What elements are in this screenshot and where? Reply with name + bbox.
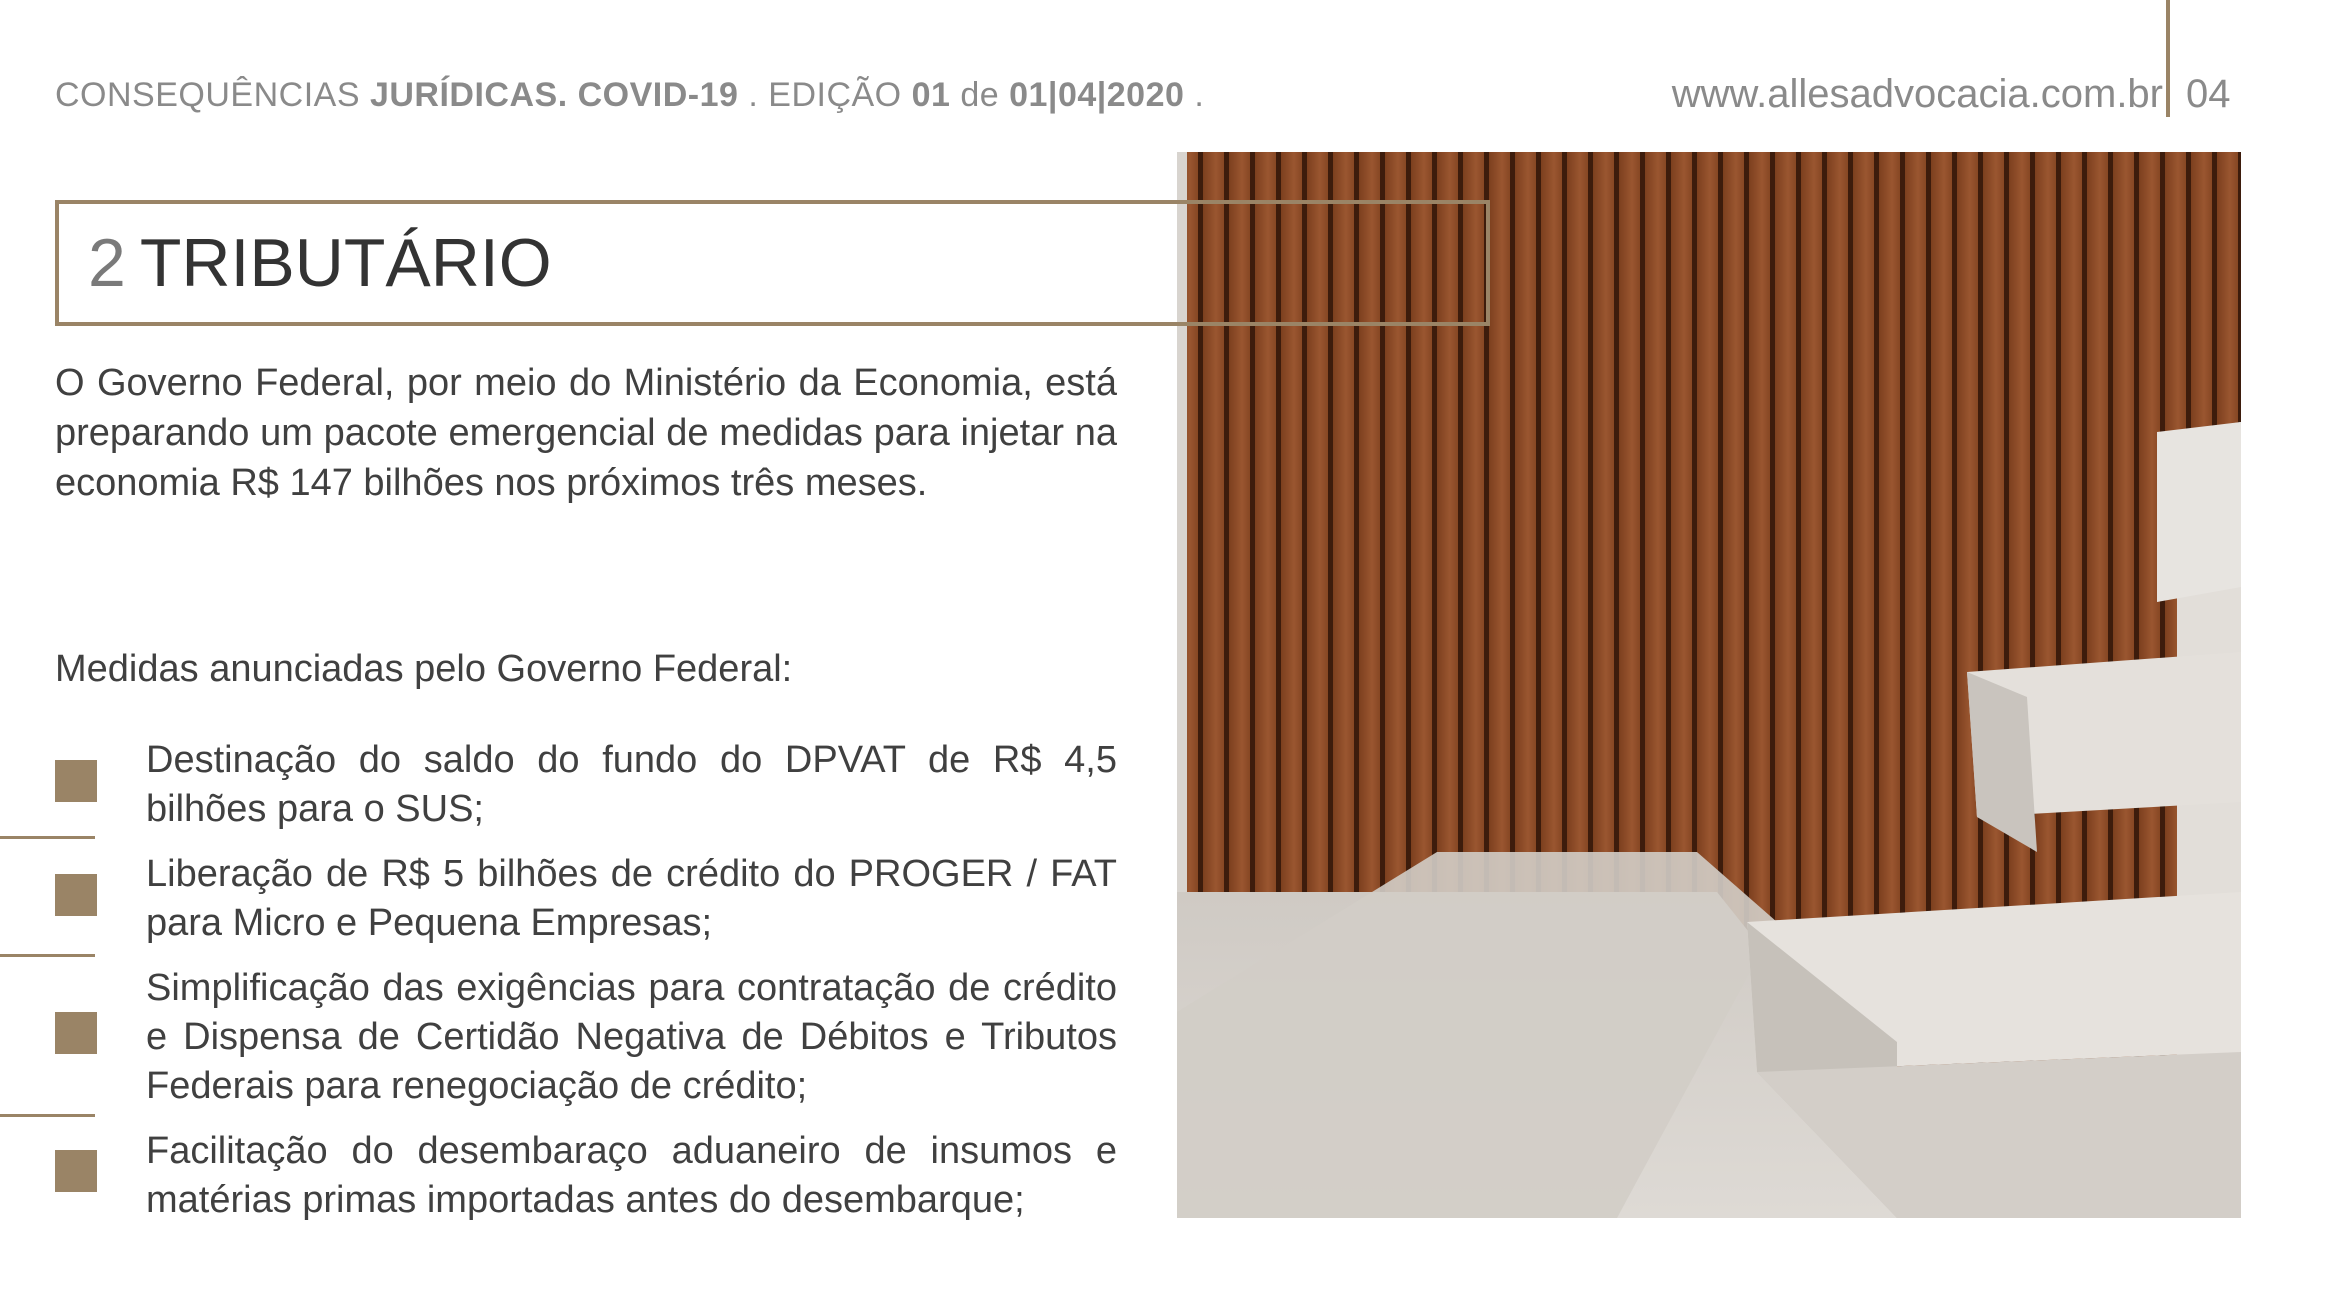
- intro-paragraph: O Governo Federal, por meio do Ministério da Economia, está preparando um pacote emergencial de medidas para injetar na economia R$ 147 bilhões nos próximos três meses.: [55, 362, 1117, 504]
- divider-line: [0, 1114, 95, 1117]
- header-text-3: . EDIÇÃO: [738, 76, 912, 114]
- header-date: 01|04|2020: [1009, 76, 1185, 114]
- bullet-square-icon: [55, 874, 97, 916]
- header-text-7: .: [1184, 76, 1205, 114]
- page-number: 04: [2186, 72, 2231, 116]
- measure-item-4: Facilitação do desembaraço aduaneiro de insumos e matérias primas importadas antes do desembarque;: [146, 1130, 1117, 1221]
- header-edition-number: 01: [911, 76, 951, 114]
- section-title: [88, 224, 552, 302]
- website-url[interactable]: www.allesadvocacia.com.br: [1671, 72, 2163, 116]
- measure-item-1: Destinação do saldo do fundo do DPVAT de R$ 4,5 bilhões para o SUS;: [146, 739, 1117, 830]
- section-number: 2: [88, 225, 126, 301]
- bullet-square-icon: [55, 1012, 97, 1054]
- measure-item-2: Liberação de R$ 5 bilhões de crédito do PROGER / FAT para Micro e Pequena Empresas;: [146, 853, 1117, 944]
- header-edition-info: [55, 76, 1204, 115]
- header-text-5: de: [950, 76, 1010, 114]
- measure-item-3: Simplificação das exigências para contratação de crédito e Dispensa de Certidão Negativa de Débitos e Tributos Federais para renegociação de crédito;: [146, 967, 1117, 1107]
- bullet-square-icon: [55, 1150, 97, 1192]
- measures-heading: Medidas anunciadas pelo Governo Federal:: [55, 648, 793, 690]
- divider-line: [0, 954, 95, 957]
- header-text-1: CONSEQUÊNCIAS: [55, 76, 370, 114]
- header-text-2: JURÍDICAS. COVID-19: [369, 76, 739, 114]
- header-divider: [2166, 0, 2170, 117]
- bullet-square-icon: [55, 760, 97, 802]
- section-title-text: TRIBUTÁRIO: [139, 225, 552, 301]
- divider-line: [0, 836, 95, 839]
